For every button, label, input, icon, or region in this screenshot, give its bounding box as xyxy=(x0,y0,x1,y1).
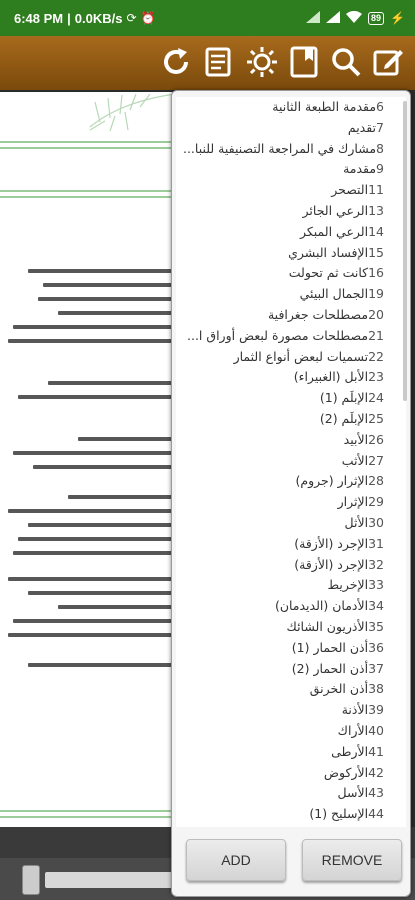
toc-item[interactable] xyxy=(176,825,396,827)
toc-item-title: الأدمان (الديدمان) xyxy=(274,598,369,614)
page-footer-rule xyxy=(0,810,180,812)
toc-item-page: 16 xyxy=(368,265,384,281)
toc-item-page: 34 xyxy=(368,598,384,614)
toc-item-page: 30 xyxy=(368,514,384,530)
toc-item[interactable] xyxy=(176,596,396,617)
status-right xyxy=(306,0,405,36)
toc-item-page: 32 xyxy=(368,556,384,572)
toc-item-title: الجمال البيئي xyxy=(299,286,369,302)
toc-item-title: مصطلحات جغرافية xyxy=(267,306,369,322)
toc-item-title: كانت ثم تحولت xyxy=(288,265,369,281)
add-button[interactable]: ADD xyxy=(186,839,286,881)
toc-item-title: مصطلحات مصورة لبعض أوراق ا... xyxy=(187,327,369,343)
sync-icon: ⟳ xyxy=(126,11,137,25)
toc-item-page: 23 xyxy=(368,369,384,385)
toc-item-page: 21 xyxy=(368,327,384,343)
toc-item[interactable] xyxy=(176,804,396,825)
bookmark-button[interactable] xyxy=(286,40,322,84)
toc-item[interactable] xyxy=(176,492,396,513)
refresh-button[interactable] xyxy=(158,40,194,84)
edit-icon xyxy=(371,45,405,79)
toc-item[interactable] xyxy=(176,222,396,243)
toc-item-title: الأبل (الغبيراء) xyxy=(293,369,369,385)
reader-toolbar xyxy=(0,36,415,90)
toc-item-title: الأذريون الشائك xyxy=(286,618,369,634)
toc-item-title: مشارك في المراجعة التصنيفية للنبا... xyxy=(182,140,377,156)
remove-button[interactable]: REMOVE xyxy=(302,839,402,881)
toc-item[interactable] xyxy=(176,409,396,430)
toc-item-page: 25 xyxy=(368,410,384,426)
toc-item-title: تقديم xyxy=(347,119,377,135)
toc-item[interactable] xyxy=(176,347,396,368)
page-header-rule-2 xyxy=(0,196,180,198)
toc-item-title: الإخريط xyxy=(327,577,369,593)
toc-item-title: أذن الحمار (2) xyxy=(291,660,369,676)
toc-item-page: 14 xyxy=(368,223,384,239)
brightness-icon xyxy=(245,45,279,79)
toc-item-page: 43 xyxy=(368,785,384,801)
status-time: 6:48 PM xyxy=(14,10,64,26)
toc-item-page: 8 xyxy=(376,140,384,156)
toc-item[interactable] xyxy=(176,513,396,534)
edit-button[interactable] xyxy=(370,40,406,84)
toc-item-title: الإثرار (جروم) xyxy=(295,473,369,489)
toc-item-page: 20 xyxy=(368,306,384,322)
status-separator: | xyxy=(67,10,71,26)
toc-item-title: الأثل xyxy=(344,514,369,530)
bookmarks-panel xyxy=(171,90,411,897)
toc-item-page: 7 xyxy=(376,119,384,135)
toc-item-title: الأسل xyxy=(337,785,369,801)
toc-item[interactable] xyxy=(176,180,396,201)
toc-item[interactable] xyxy=(176,139,396,160)
toc-item-page: 6 xyxy=(376,99,384,114)
refresh-icon xyxy=(159,45,193,79)
toc-item-page: 36 xyxy=(368,639,384,655)
toc-item-title: مقدمة الطبعة الثانية xyxy=(272,99,377,114)
toc-item-page: 40 xyxy=(368,722,384,738)
toc-item[interactable] xyxy=(176,534,396,555)
toc-item-title: الأبيد xyxy=(343,431,369,447)
toc-item-page: 15 xyxy=(368,244,384,260)
notes-button[interactable] xyxy=(200,40,236,84)
page-footer-rule-2 xyxy=(0,816,180,818)
toc-item-page: 42 xyxy=(368,764,384,780)
toc-item[interactable] xyxy=(176,243,396,264)
toc-item[interactable] xyxy=(176,783,396,804)
toc-item-page: 19 xyxy=(368,286,384,302)
toc-item-title: الإبلَم (1) xyxy=(319,390,369,406)
toc-item-page: 39 xyxy=(368,702,384,718)
status-left xyxy=(14,0,156,36)
toc-item[interactable] xyxy=(176,367,396,388)
toc-item[interactable] xyxy=(176,430,396,451)
toc-item-page: 26 xyxy=(368,431,384,447)
toc-item[interactable] xyxy=(176,638,396,659)
toc-item[interactable] xyxy=(176,97,396,118)
toc-item-title: مقدمة xyxy=(343,161,377,177)
toc-item[interactable] xyxy=(176,721,396,742)
toc-item[interactable] xyxy=(176,555,396,576)
toc-item[interactable] xyxy=(176,201,396,222)
toc-list[interactable] xyxy=(176,97,406,827)
page-slider-track[interactable] xyxy=(45,872,185,888)
toc-item-title: الأثب xyxy=(341,452,369,468)
signal-icon-2 xyxy=(326,11,340,26)
toc-item-page: 31 xyxy=(368,535,384,551)
toc-item-page: 38 xyxy=(368,681,384,697)
signal-icon xyxy=(306,11,320,26)
toc-scrollbar[interactable] xyxy=(403,101,407,401)
status-network-speed: 0.0KB/s xyxy=(74,10,123,26)
page-top-rule xyxy=(0,141,180,143)
toc-item[interactable] xyxy=(176,679,396,700)
toc-item-title: الإفساد البشري xyxy=(288,244,369,260)
toc-item-title: أذن الخرنق xyxy=(309,681,369,697)
toc-item[interactable] xyxy=(176,471,396,492)
search-button[interactable] xyxy=(328,40,364,84)
alarm-icon: ⏰ xyxy=(140,11,156,25)
toc-item-title: التصحر xyxy=(331,182,369,198)
notes-icon xyxy=(201,45,235,79)
charging-icon: ⚡ xyxy=(390,11,405,25)
toc-item-page: 35 xyxy=(368,618,384,634)
toc-item-title: الرعي المبكر xyxy=(299,223,369,239)
toc-item-title: الإجرد (الأزقة) xyxy=(294,556,369,572)
toc-item-page: 41 xyxy=(368,743,384,759)
toc-item[interactable] xyxy=(176,263,396,284)
toc-item-title: الأركوض xyxy=(323,764,369,780)
toc-item-page: 13 xyxy=(368,202,384,218)
toc-item[interactable] xyxy=(176,617,396,638)
toc-item-title: الإبلَم (2) xyxy=(319,410,369,426)
toc-item[interactable] xyxy=(176,742,396,763)
toc-item[interactable] xyxy=(176,575,396,596)
toc-item-page: 22 xyxy=(368,348,384,364)
toc-item-page: 28 xyxy=(368,473,384,489)
toc-item[interactable] xyxy=(176,700,396,721)
toc-item-title: الأذنة xyxy=(341,702,369,718)
toc-item[interactable] xyxy=(176,763,396,784)
toc-item[interactable] xyxy=(176,118,396,139)
search-icon xyxy=(329,45,363,79)
toc-item-title: الإسليح (1) xyxy=(309,806,369,822)
toc-item-page: 44 xyxy=(368,806,384,822)
toc-item-page: 27 xyxy=(368,452,384,468)
toc-item[interactable] xyxy=(176,388,396,409)
toc-item[interactable] xyxy=(176,159,396,180)
toc-item[interactable] xyxy=(176,284,396,305)
wifi-icon xyxy=(346,11,362,26)
toc-item-page: 29 xyxy=(368,494,384,510)
toc-item-title: الإجرد (الأزقة) xyxy=(294,535,369,551)
toc-item[interactable] xyxy=(176,659,396,680)
reader-page[interactable] xyxy=(0,92,180,827)
toc-item[interactable] xyxy=(176,305,396,326)
page-slider-thumb[interactable] xyxy=(22,865,40,895)
toc-item-page: 33 xyxy=(368,577,384,593)
toc-item-title: الرعي الجائر xyxy=(302,202,369,218)
palm-leaf-decoration xyxy=(80,92,180,132)
toc-item-page: 11 xyxy=(368,182,384,198)
toc-item-page: 24 xyxy=(368,390,384,406)
toc-item-title: تسميات لبعض أنواع الثمار xyxy=(233,348,369,364)
toc-item[interactable] xyxy=(176,326,396,347)
toc-item-page: 9 xyxy=(376,161,384,177)
page-top-rule-2 xyxy=(0,147,180,149)
toc-item-title: الأرطى xyxy=(331,743,369,759)
battery-indicator: 89 xyxy=(368,12,384,25)
brightness-button[interactable] xyxy=(244,40,280,84)
toc-item-title: الإثرار xyxy=(337,494,369,510)
page-header-rule xyxy=(0,190,180,192)
status-bar xyxy=(0,0,415,36)
toc-item-title: الأراك xyxy=(337,722,369,738)
toc-item-page: 37 xyxy=(368,660,384,676)
bookmark-icon xyxy=(287,45,321,79)
toc-item-title: أذن الحمار (1) xyxy=(291,639,369,655)
toc-item[interactable] xyxy=(176,451,396,472)
